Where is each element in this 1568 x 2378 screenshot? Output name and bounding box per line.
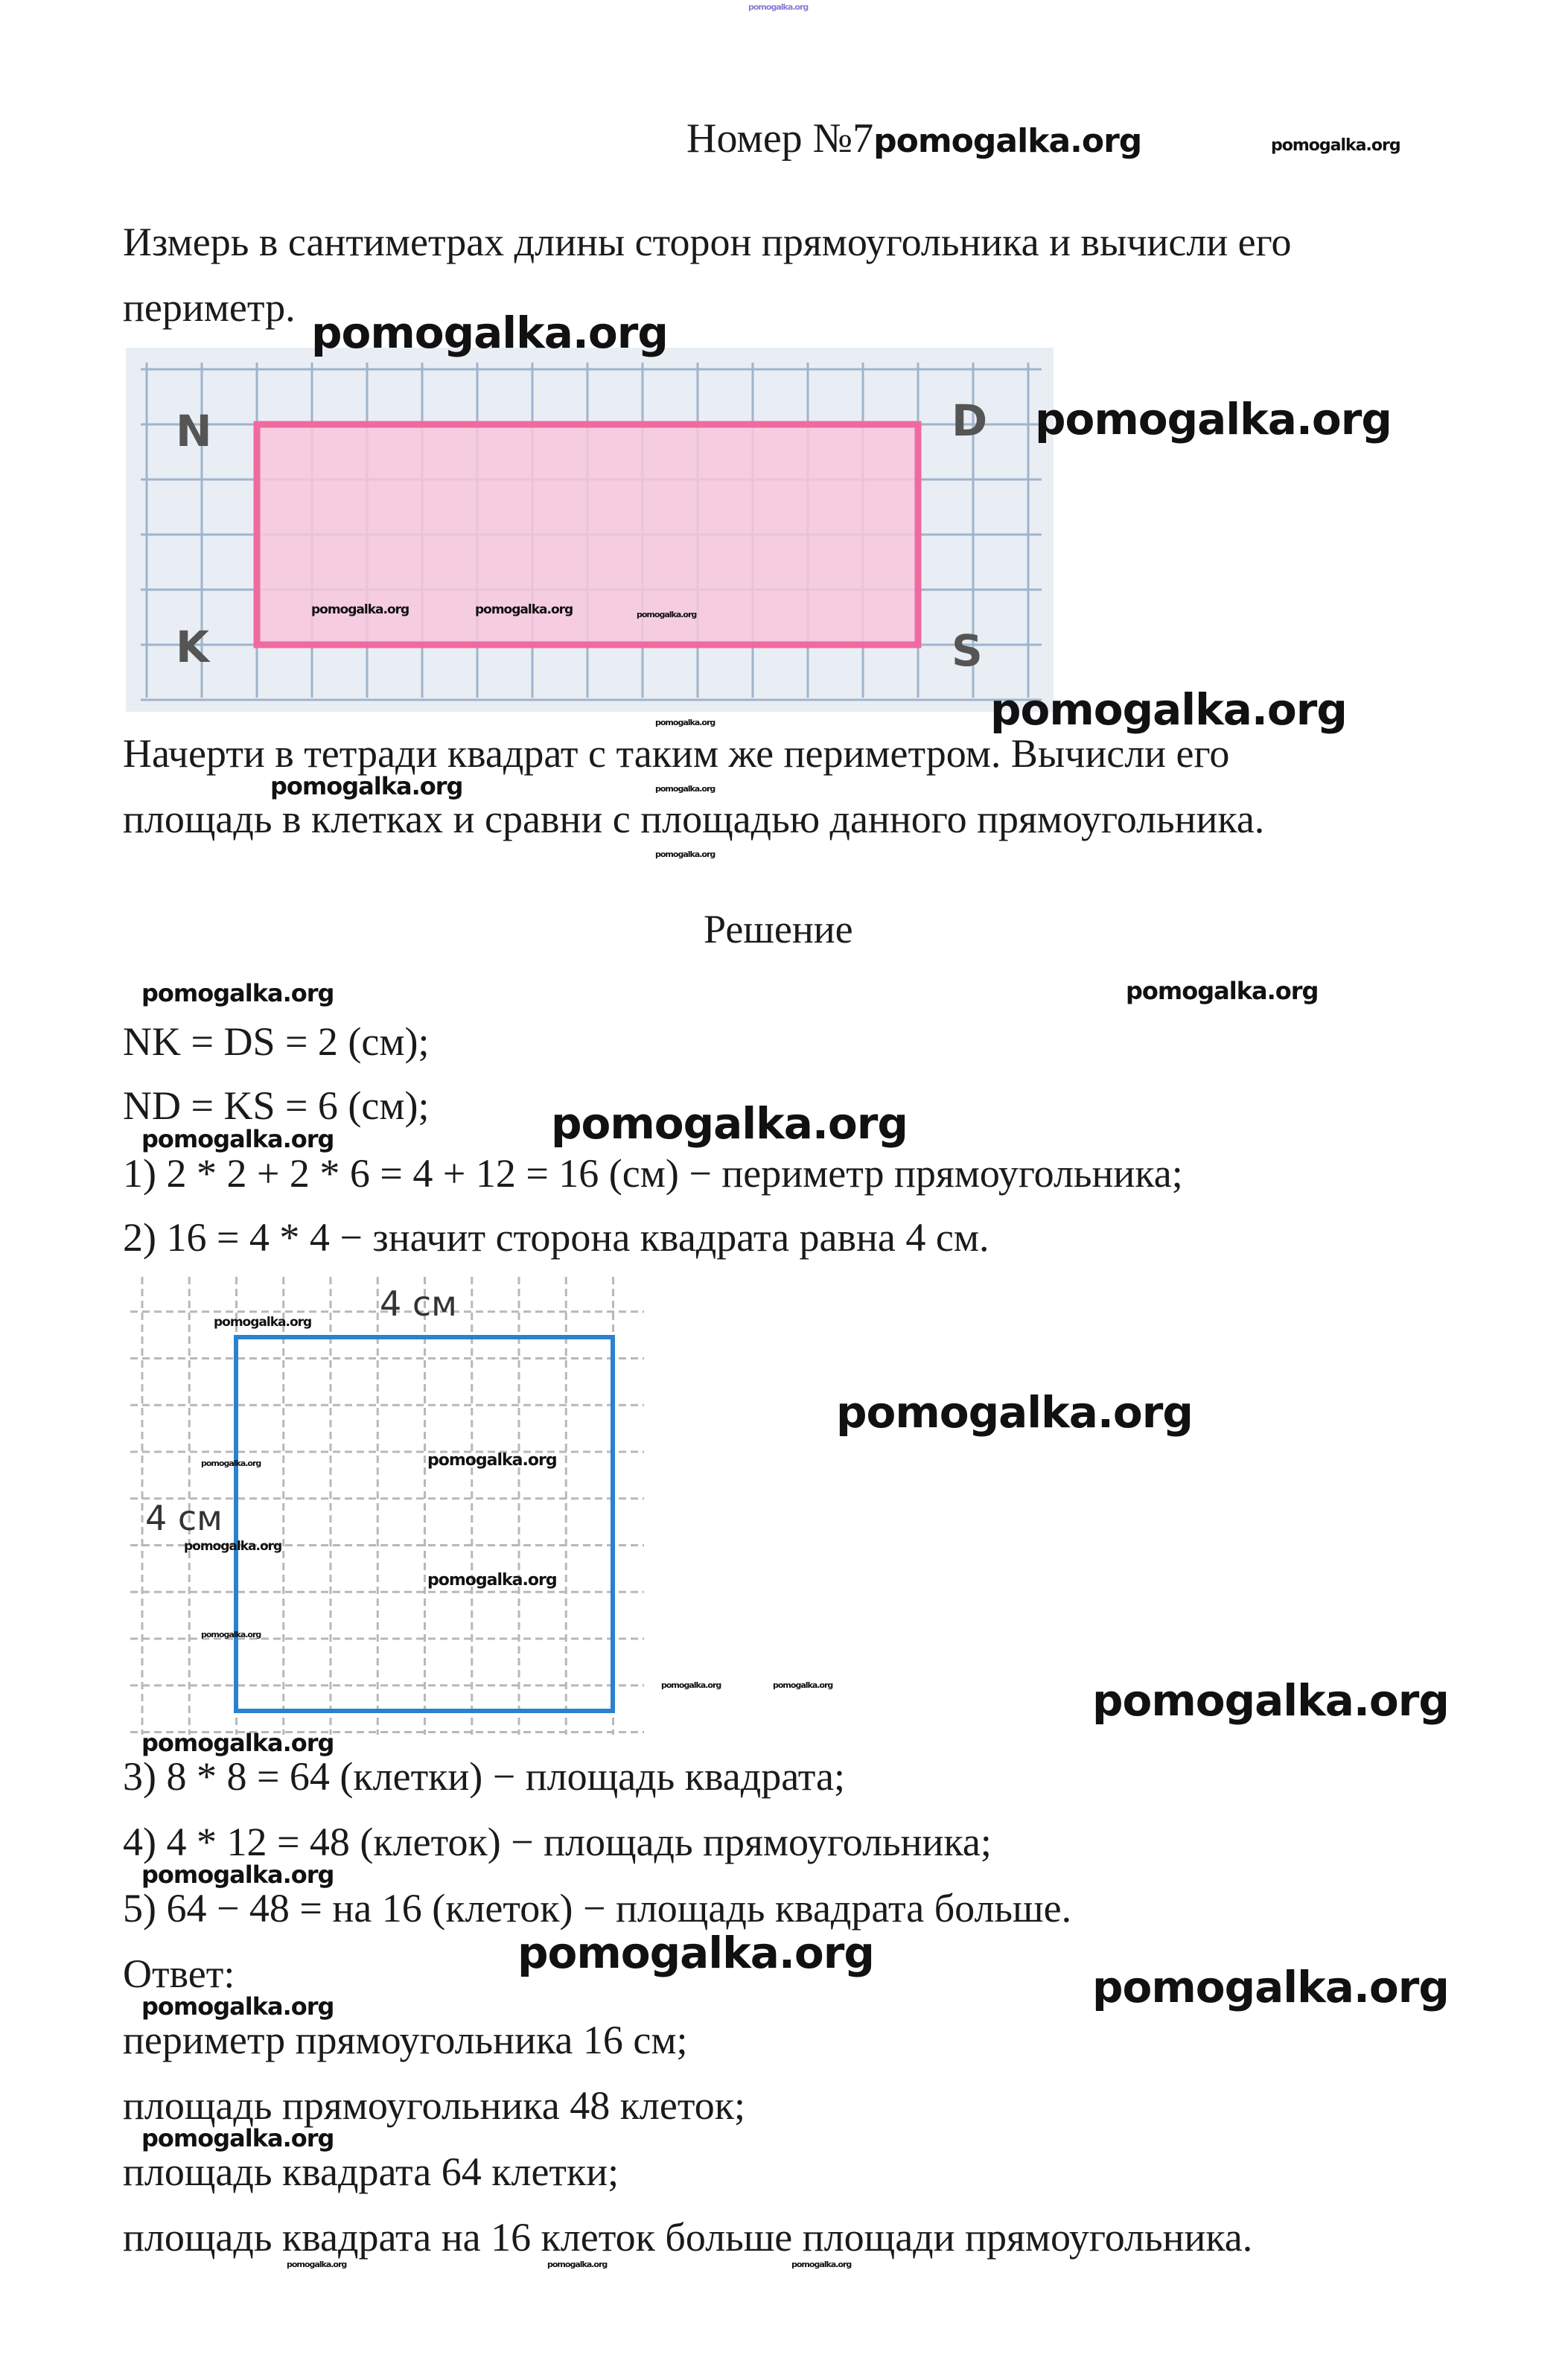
watermark: pomogalka.org (214, 1315, 312, 1330)
vertex-label-k: K (176, 622, 209, 672)
answer-label: Ответ: (123, 1951, 235, 1996)
watermark: pomogalka.org (311, 602, 409, 617)
square-top-label: 4 см (380, 1284, 457, 1324)
watermark: pomogalka.org (427, 1451, 557, 1470)
blue-square (236, 1337, 613, 1711)
solution-line: 4) 4 * 12 = 48 (клеток) − площадь прямоугольника; (123, 1820, 992, 1864)
solution-line: 2) 16 = 4 * 4 − значит сторона квадрата равна 4 см. (123, 1215, 989, 1260)
watermark: pomogalka.org (551, 1098, 908, 1149)
watermark: pomogalka.org (1035, 394, 1392, 444)
solution-line: 1) 2 * 2 + 2 * 6 = 4 + 12 = 16 (см) − периметр прямоугольника; (123, 1151, 1183, 1196)
task-line-1: Измерь в сантиметрах длины сторон прямоугольника и вычисли его (123, 220, 1292, 264)
watermark: pomogalka.org (270, 772, 463, 800)
solution-line: NK = DS = 2 (см); (123, 1019, 430, 1064)
watermark: pomogalka.org (655, 784, 716, 794)
watermark: pomogalka.org (287, 2260, 347, 2269)
square-left-label: 4 см (145, 1498, 223, 1538)
solution-line: ND = KS = 6 (см); (123, 1083, 430, 1128)
answer-line: площадь квадрата 64 клетки; (123, 2149, 619, 2194)
watermark: pomogalka.org (184, 1539, 282, 1554)
watermark: pomogalka.org (637, 610, 697, 619)
watermark: pomogalka.org (773, 1680, 833, 1690)
watermark: pomogalka.org (1126, 977, 1319, 1005)
watermark: pomogalka.org (427, 1571, 557, 1590)
watermark: pomogalka.org (547, 2260, 608, 2269)
title-text: Номер №7 (686, 115, 874, 162)
watermark: pomogalka.org (990, 684, 1347, 735)
watermark: pomogalka.org (1092, 1962, 1449, 2012)
watermark: pomogalka.org (748, 2, 809, 12)
watermark: pomogalka.org (836, 1387, 1193, 1438)
task-line-3: Начерти в тетради квадрат с таким же периметром. Вычисли его (123, 731, 1230, 776)
watermark: pomogalka.org (655, 718, 716, 727)
watermark: pomogalka.org (1271, 136, 1400, 155)
answer-line: площадь прямоугольника 48 клеток; (123, 2083, 745, 2128)
watermark: pomogalka.org (141, 1729, 334, 1757)
watermark: pomogalka.org (661, 1680, 721, 1690)
watermark: pomogalka.org (141, 2124, 334, 2152)
answer-line: периметр прямоугольника 16 см; (123, 2018, 688, 2062)
vertex-label-s: S (952, 625, 983, 676)
solution-line: 5) 64 − 48 = на 16 (клеток) − площадь квадрата больше. (123, 1886, 1072, 1931)
watermark: pomogalka.org (475, 602, 573, 617)
watermark: pomogalka.org (1092, 1675, 1449, 1726)
solution-line: 3) 8 * 8 = 64 (клетки) − площадь квадрата; (123, 1754, 845, 1799)
watermark: pomogalka.org (141, 979, 334, 1007)
vertex-label-d: D (952, 395, 988, 446)
solution-heading: Решение (704, 907, 853, 951)
watermark: pomogalka.org (791, 2260, 852, 2269)
watermark: pomogalka.org (201, 1459, 261, 1468)
watermark: pomogalka.org (141, 1861, 334, 1889)
rectangle-figure (126, 348, 1054, 712)
page-title (686, 115, 1142, 162)
watermark: pomogalka.org (141, 1992, 334, 2021)
watermark: pomogalka.org (517, 1928, 874, 1978)
watermark: pomogalka.org (311, 307, 668, 358)
task-line-4: площадь в клетках и сравни с площадью данного прямоугольника. (123, 797, 1265, 841)
task-line-2: периметр. (123, 285, 296, 330)
watermark: pomogalka.org (201, 1630, 261, 1639)
title-watermark: pomogalka.org (873, 122, 1142, 160)
vertex-label-n: N (176, 406, 212, 456)
watermark: pomogalka.org (141, 1125, 334, 1153)
watermark: pomogalka.org (655, 849, 716, 859)
answer-line: площадь квадрата на 16 клеток больше площади прямоугольника. (123, 2215, 1253, 2260)
